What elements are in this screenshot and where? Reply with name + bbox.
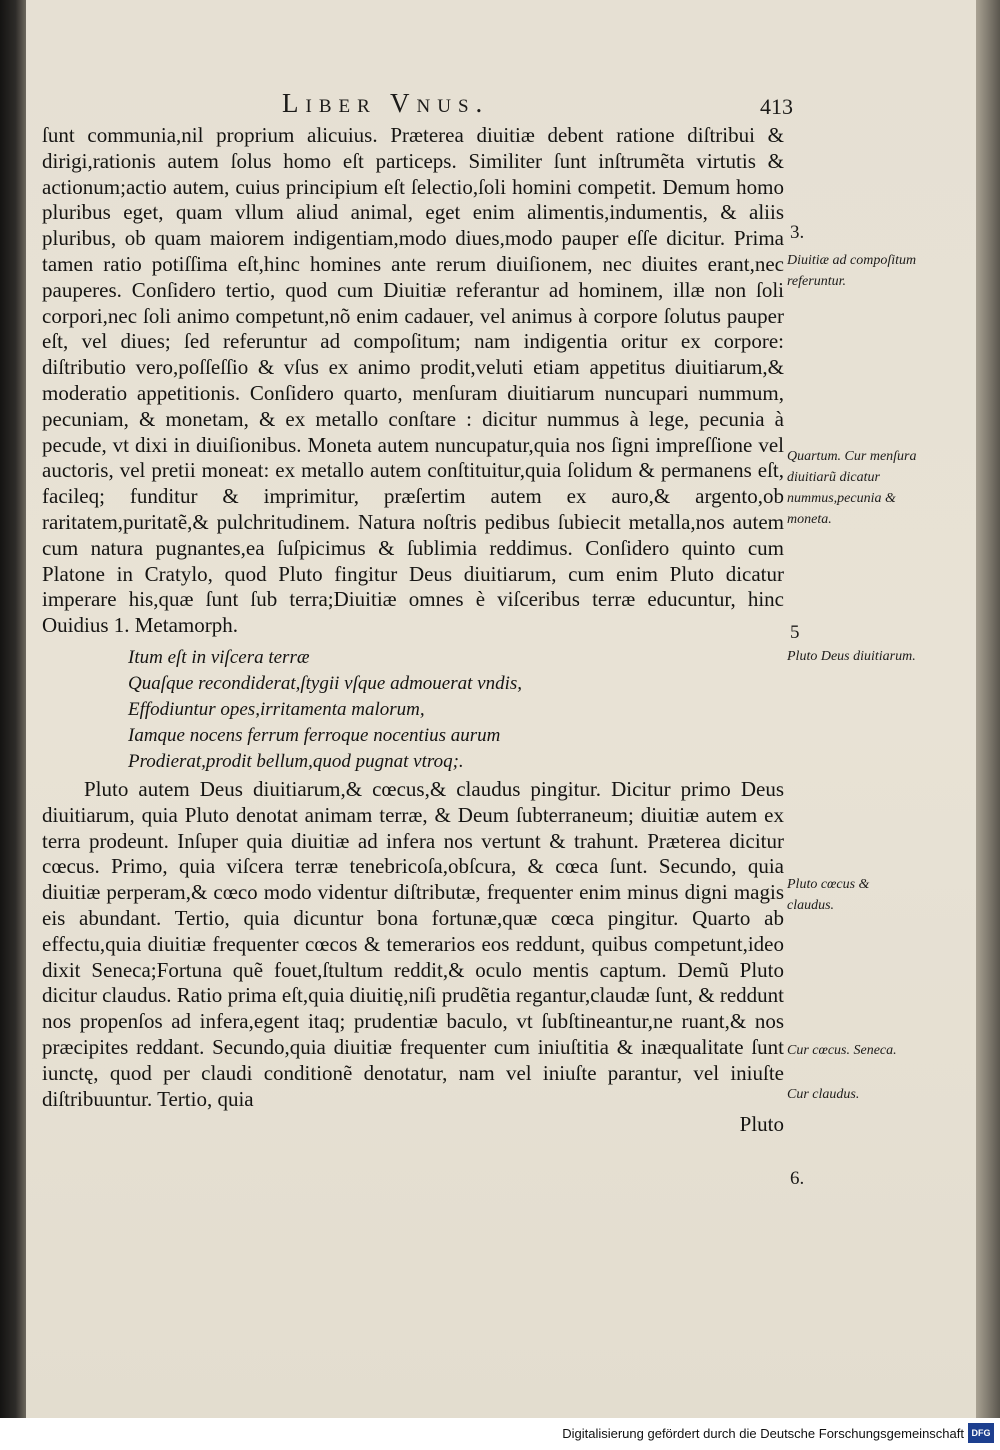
dfg-logo-icon: DFG (968, 1423, 994, 1443)
verse-line: Itum eſt in viſcera terræ (128, 646, 310, 668)
verse-line: Quaſque recondiderat,ſtygii vſque admouerat vndis, (128, 672, 522, 694)
verse-line: Iamque nocens ferrum ferroque nocentius aurum (128, 724, 501, 746)
margin-number-6: 6. (790, 1168, 805, 1189)
margin-note-cur-caecus: Cur cœcus. Seneca. (787, 1043, 897, 1058)
dfg-credit-text: Digitalisierung gefördert durch die Deutsche Forschungsgemeinschaft (562, 1426, 964, 1441)
running-head: Liber Vnus. (282, 88, 490, 118)
margin-number-5: 5 (790, 622, 800, 643)
page-header (0, 88, 1000, 128)
catchword: Pluto (739, 1112, 784, 1137)
margin-note-compositum: Diuitiæ ad compoſitum referuntur. (787, 253, 917, 289)
verse-line: Effodiuntur opes,irritamenta malorum, (128, 698, 425, 720)
paragraph-2: Pluto autem Deus diuitiarum,& cœcus,& claudus pingitur. Dicitur primo Deus diuitiarum, quia Pluto denotat animam terræ, & Deum ſubterraneum; diuitiæ autem ex terra prodeunt. Inſuper quia diuitiæ ad infera nos vertunt & trahunt. Præterea dicitur cœcus. Primo, quia viſcera terræ tenebricoſa,obſcura, & cœca ſunt. Secundo, quia diuitiæ perperam,& cœco modo videntur diſtributæ, frequenter enim minus digni magis eis abundant. Tertio, quia dicuntur bona fortunæ,quæ cœca pingitur. Quarto ab effectu,quia diuitiæ frequenter cœcos & temerarios eos reddunt, quibus competunt,ideo dixit Seneca;Fortuna quẽ fouet,ſtultum reddit,& oculo mentis captum. Demũ Pluto dicitur claudus. Ratio prima eſt,quia diuitię,niſi prudẽtia regantur,claudæ ſunt, & reddunt nos propenſos ad infera,egent itaq; prudentiæ baculo, vt ſubſtineantur,ne ruant,& nos præcipites reddant. Secundo,quia diuitiæ frequenter cum iniuſtitia & inæqualitate ſunt iunctę, quod per claudi conditionẽ denotatur, nam vel iniuſte parantur, vel iniuſte diſtribuuntur. Tertio, quia (42, 776, 784, 1111)
margin-note-cur-claudus: Cur claudus. (787, 1087, 860, 1102)
margin-number-3: 3. (790, 222, 805, 243)
verse-line: Prodierat,prodit bellum,quod pugnat vtroq;. (128, 750, 464, 772)
book-gutter-shadow (0, 0, 26, 1418)
main-text-column (42, 123, 784, 1138)
digitization-footer (0, 1418, 1000, 1450)
page-number: 413 (760, 94, 793, 119)
margin-note-pluto-deus: Pluto Deus diuitiarum. (787, 649, 916, 664)
paragraph-1: ſunt communia,nil proprium alicuius. Præterea diuitiæ debent ratione diſtribui & dirigi,rationis autem ſolus homo eſt particeps. Similiter ſunt inſtrumẽta virtutis & actionum;actio autem, cuius principium eſt ſelectio,ſoli homini competit. Demum homo pluribus eget, quam vllum aliud animal, eget enim alimentis,indumentis, & aliis pluribus, ob quam maiorem indigentiam,modo diues,modo pauper eſſe dicitur. Prima tamen ratio potiſſima eſt,hinc homines ante rerum diuiſionem, nec diuites erant,nec pauperes. Conſidero tertio, quod cum Diuitiæ referantur ad hominem, illæ non ſoli corpori,nec ſoli animo competunt,nõ enim cadauer, vel animus à corpore ſolutus pauper eſt, vel diues; ſed referuntur ad compoſitum; nam indigentia oritur ex corpore: diſtributio vero,poſſeſſio & vſus ex animo prodit,veluti etiam appetitus diuitiarum,& moderatio appetitionis. Conſidero quarto, menſuram diuitiarum nuncupari nummum, pecuniam, & monetam, & ex metallo conſtare : dicitur nummus à lege, pecunia à pecude, vt dixi in diuiſionibus. Moneta autem nuncupatur,quia nos ſigni impreſſione vel auctoris, vel pretii moneat: ex metallo autem conſtituitur,quia ſolidum & permanens eſt, facileq; funditur & imprimitur, præſertim autem ex auro,& argento,ob raritatem,puritatẽ,& pulchritudinem. Natura noſtris pedibus ſubiecit metalla,nos autem cum natura pugnantes,ea ſuſpicimus & ſublimia reddimus. Conſidero quinto cum Platone in Cratylo, quod Pluto fingitur Deus diuitiarum, cum enim Pluto dicatur imperare his,quæ ſunt ſub terra;Diuitiæ omnes è viſceribus terræ educuntur, hinc Ouidius 1. Metamorph. (42, 123, 784, 638)
margin-note-quartum: Quartum. Cur menſura diuitiarũ dicatur nummus,pecunia & moneta. (787, 449, 917, 527)
margin-note-pluto-caecus: Pluto cœcus & claudus. (787, 877, 870, 913)
verse-quotation (42, 645, 784, 775)
